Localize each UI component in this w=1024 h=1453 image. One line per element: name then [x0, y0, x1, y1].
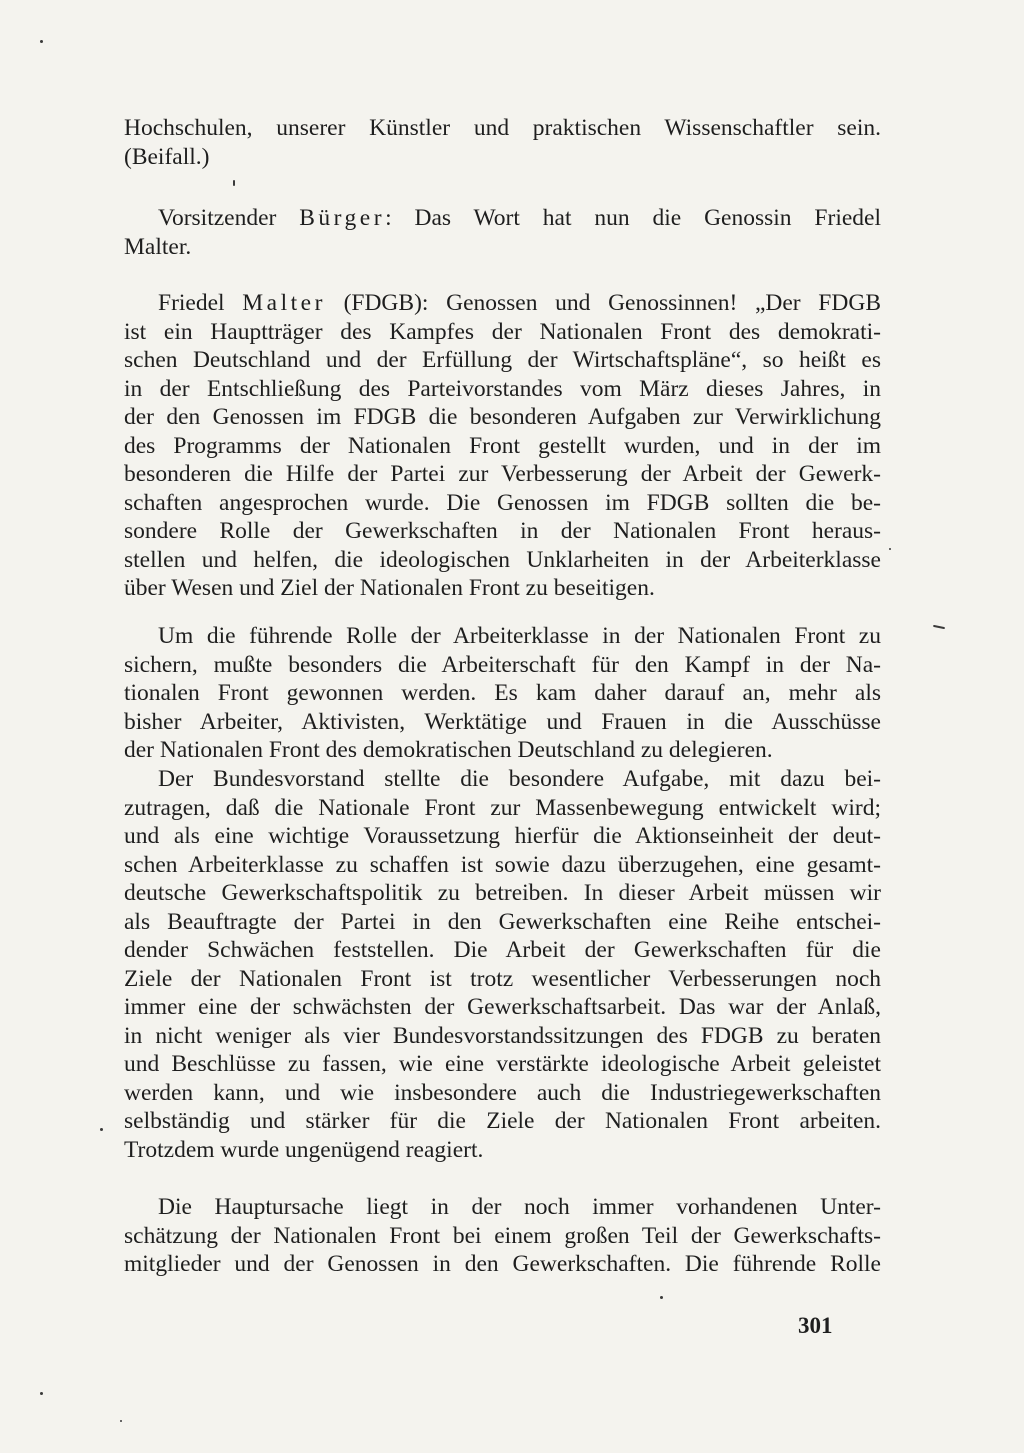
text-line: bisher Arbeiter, Aktivisten, Werktätige und Frauen in die Ausschüsse — [124, 708, 881, 735]
text-line: (Beifall.) — [124, 143, 210, 170]
paragraph-1 — [124, 114, 881, 171]
page-number: 301 — [798, 1313, 833, 1338]
text-line: der den Genossen im FDGB die besonderen Aufgaben zur Verwirklichung — [124, 404, 881, 430]
text-line: ist ein Hauptträger des Kampfes der Nationalen Front des demokrati- — [124, 318, 881, 345]
scan-speck — [933, 625, 945, 629]
text-line: in nicht weniger als vier Bundesvorstandssitzungen des FDGB zu beraten — [124, 1022, 881, 1049]
text-line — [124, 289, 881, 318]
text-line: zutragen, daß die Nationale Front zur Massenbewegung entwickelt wird; — [124, 794, 881, 821]
scan-speck — [100, 1128, 103, 1131]
speaker-prefix: Vorsitzender — [158, 205, 300, 231]
text-line: Die Hauptursache liegt in der noch immer vorhandenen Unter- — [158, 1194, 881, 1220]
paragraph-6 — [124, 1193, 881, 1279]
text-line: immer eine der schwächsten der Gewerkschaftsarbeit. Das war der Anlaß, — [124, 994, 881, 1020]
text-line: besonderen die Hilfe der Partei zur Verbesserung der Arbeit der Gewerk- — [124, 461, 881, 487]
text-line: als Beauftragte der Partei in den Gewerkschaften eine Reihe entschei- — [124, 908, 881, 935]
text-line: Hochschulen, unserer Künstler und praktischen Wissenschaftler sein. — [124, 115, 881, 141]
text-line: sondere Rolle der Gewerkschaften in der Nationalen Front heraus- — [124, 518, 881, 544]
text-line: schen Arbeiterklasse zu schaffen ist sowie dazu überzugehen, eine gesamt- — [124, 851, 881, 878]
text-line: dender Schwächen feststellen. Die Arbeit der Gewerkschaften für die — [124, 937, 881, 963]
text-line: sichern, mußte besonders die Arbeiterschaft für den Kampf in der Na- — [124, 651, 881, 678]
text-line: der Nationalen Front des demokratischen Deutschland zu delegieren. — [124, 737, 773, 763]
text-line — [124, 204, 881, 233]
text-line: Malter. — [124, 233, 192, 260]
text-line: Ziele der Nationalen Front ist trotz wesentlicher Verbesserungen noch — [124, 965, 881, 992]
text-line: des Programms der Nationalen Front gestellt wurden, und in der im — [124, 432, 881, 459]
text-line: in der Entschließung des Parteivorstandes vom März dieses Jahres, in — [124, 375, 881, 402]
text-line: schen Deutschland und der Erfüllung der Wirtschaftspläne“, so heißt es — [124, 347, 881, 373]
text-line: Um die führende Rolle der Arbeiterklasse in der Nationalen Front zu — [158, 623, 881, 649]
text-line: über Wesen und Ziel der Nationalen Front zu beseitigen. — [124, 575, 655, 601]
speaker-name: Malter — [242, 290, 326, 316]
scan-speck — [889, 548, 891, 550]
text-line: Trotzdem wurde ungenügend reagiert. — [124, 1136, 484, 1163]
text-line: mitglieder und der Genossen in den Gewerkschaften. Die führende Rolle — [124, 1251, 881, 1277]
text-line: schätzung der Nationalen Front bei einem großen Teil der Gewerkschafts- — [124, 1222, 881, 1249]
scan-speck — [40, 40, 43, 43]
text-line: werden kann, und wie insbesondere auch die Industriegewerkschaften — [124, 1079, 881, 1106]
paragraph-2 — [124, 204, 881, 261]
text-line: tionalen Front gewonnen werden. Es kam daher darauf an, mehr als — [124, 680, 881, 706]
text-line: und als eine wichtige Voraussetzung hierfür die Aktionseinheit der deut- — [124, 823, 881, 849]
paragraph-4 — [124, 622, 881, 765]
paragraph-3 — [124, 289, 881, 603]
text-line: deutsche Gewerkschaftspolitik zu betreiben. In dieser Arbeit müssen wir — [124, 880, 881, 906]
speaker-name: Bürger — [299, 205, 386, 231]
paragraph-5 — [124, 765, 881, 1164]
scan-speck — [120, 1420, 122, 1422]
scan-speck — [233, 180, 235, 186]
speaker-rest: : Das Wort hat nun die Genossin Friedel — [385, 205, 881, 231]
text-line: schaften angesprochen wurde. Die Genossen im FDGB sollten die be- — [124, 489, 881, 516]
text-line: und Beschlüsse zu fassen, wie eine verstärkte ideologische Arbeit geleistet — [124, 1051, 881, 1077]
scan-speck — [40, 1392, 43, 1395]
text-line: stellen und helfen, die ideologischen Unklarheiten in der Arbeiterklasse — [124, 546, 881, 573]
text-line: selbständig und stärker für die Ziele der Nationalen Front arbeiten. — [124, 1108, 881, 1134]
speaker-prefix: Friedel — [158, 290, 243, 316]
speaker-rest: (FDGB): Genossen und Genossinnen! „Der FDGB — [325, 290, 881, 316]
text-line: Der Bundesvorstand stellte die besondere Aufgabe, mit dazu bei- — [158, 766, 881, 792]
scan-speck — [660, 1296, 663, 1299]
